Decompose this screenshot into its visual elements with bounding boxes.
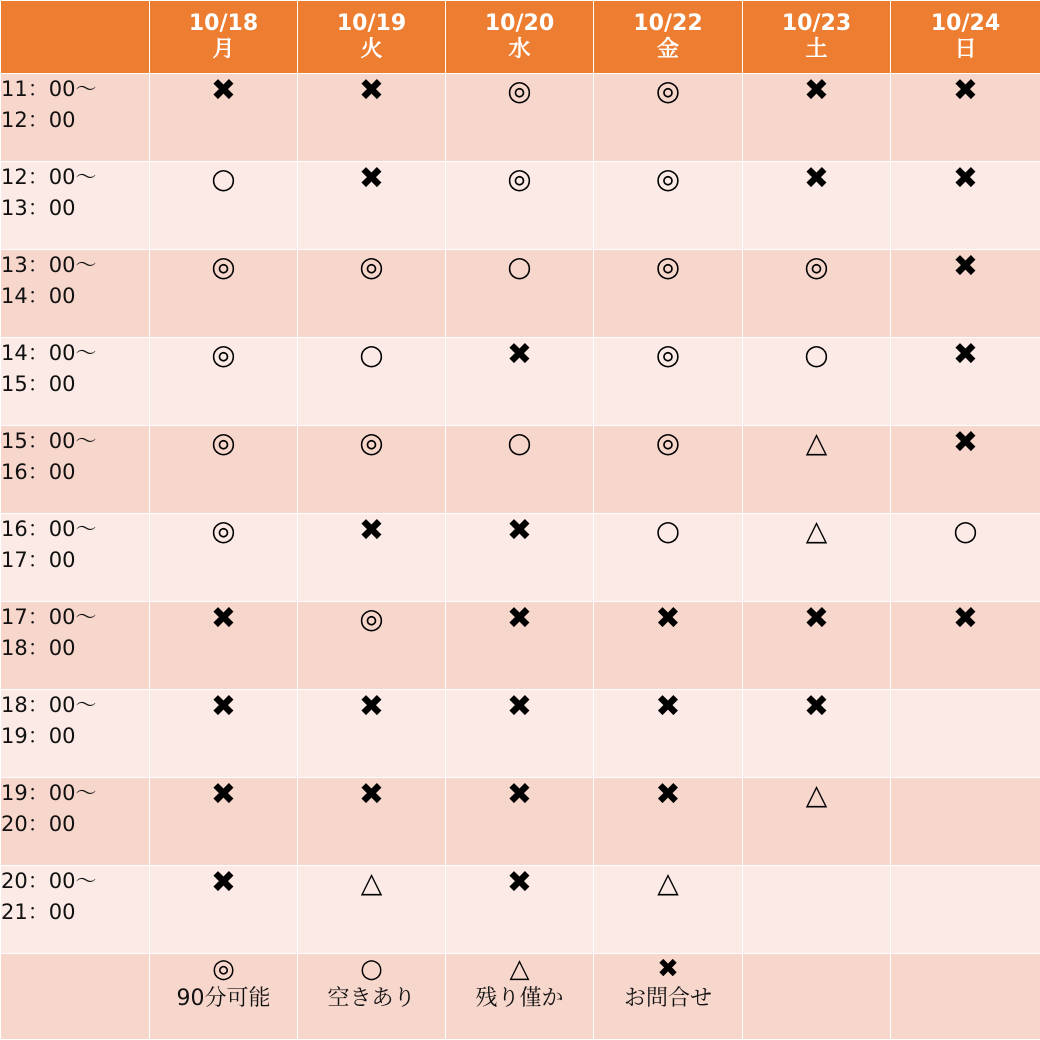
availability-cell [150, 162, 298, 250]
availability-cell [446, 514, 594, 602]
availability-cell [150, 690, 298, 778]
availability-cell [150, 866, 298, 954]
availability-mark: ○ [953, 514, 978, 547]
day-date: 10/24 [930, 11, 1001, 36]
day-date: 10/23 [781, 11, 852, 36]
availability-cell [594, 778, 743, 866]
time-start: 15：00〜 [1, 429, 97, 453]
availability-mark: ✖ [952, 425, 979, 460]
availability-cell [150, 778, 298, 866]
time-start: 14：00〜 [1, 341, 97, 365]
time-slot [1, 162, 150, 250]
availability-cell [446, 690, 594, 778]
availability-cell [594, 690, 743, 778]
day-date: 10/22 [633, 11, 703, 36]
availability-cell [298, 338, 446, 426]
availability-cell [891, 426, 1040, 514]
time-slot [1, 250, 150, 338]
time-start: 17：00〜 [1, 605, 97, 629]
legend-item [446, 954, 594, 1040]
availability-cell [150, 338, 298, 426]
availability-cell [594, 426, 743, 514]
availability-mark: ✖ [358, 513, 385, 548]
availability-mark: ◎ [655, 250, 681, 283]
availability-cell [446, 162, 594, 250]
availability-cell [298, 690, 446, 778]
availability-mark: ✖ [952, 161, 979, 196]
availability-cell [891, 162, 1040, 250]
availability-cell [743, 338, 891, 426]
time-slot [1, 778, 150, 866]
availability-cell [594, 338, 743, 426]
availability-cell [298, 602, 446, 690]
time-slot [1, 866, 150, 954]
availability-mark: ✖ [655, 601, 681, 636]
time-slot [1, 690, 150, 778]
availability-mark: ✖ [358, 689, 385, 724]
availability-mark: ✖ [358, 161, 385, 196]
availability-cell [743, 162, 891, 250]
availability-mark: ○ [211, 162, 236, 195]
availability-mark: ✖ [210, 777, 237, 812]
legend-symbol: ○ [360, 954, 383, 984]
availability-cell [446, 866, 594, 954]
table-row [1, 162, 1040, 250]
availability-cell [150, 514, 298, 602]
availability-mark: ✖ [210, 689, 237, 724]
availability-cell [446, 250, 594, 338]
day-header [743, 1, 891, 74]
availability-mark: ✖ [506, 865, 533, 900]
availability-mark: ◎ [655, 162, 681, 195]
availability-mark: ✖ [655, 689, 681, 724]
availability-cell [298, 74, 446, 162]
time-start: 19：00〜 [1, 781, 97, 805]
availability-cell [298, 778, 446, 866]
availability-mark: ○ [804, 338, 829, 371]
availability-mark: ✖ [952, 73, 979, 108]
day-header [150, 1, 298, 74]
availability-mark: ○ [507, 426, 532, 459]
time-start: 16：00〜 [1, 517, 97, 541]
availability-cell [594, 162, 743, 250]
time-end: 19：00 [1, 724, 76, 748]
availability-cell [150, 426, 298, 514]
table-row [1, 426, 1040, 514]
availability-mark: ◎ [211, 426, 236, 459]
availability-mark: ✖ [358, 73, 385, 108]
availability-cell [446, 778, 594, 866]
legend-item [891, 954, 1040, 1040]
availability-cell [298, 426, 446, 514]
availability-cell [150, 602, 298, 690]
availability-mark: ✖ [506, 777, 533, 812]
legend-symbol: ◎ [212, 954, 235, 984]
day-weekday: 日 [954, 37, 977, 62]
availability-cell [743, 426, 891, 514]
corner-cell [1, 1, 150, 74]
legend-label: 空きあり [327, 986, 416, 1011]
day-weekday: 火 [360, 37, 383, 62]
availability-cell [594, 250, 743, 338]
legend-label: 90分可能 [176, 986, 271, 1011]
availability-mark: ✖ [506, 601, 533, 636]
legend-corner [1, 954, 150, 1040]
table-row [1, 866, 1040, 954]
availability-mark: ✖ [952, 601, 979, 636]
availability-mark: ✖ [803, 689, 830, 724]
time-end: 21：00 [1, 900, 76, 924]
time-end: 16：00 [1, 460, 76, 484]
availability-mark: ◎ [211, 250, 236, 283]
availability-mark: ◎ [655, 426, 681, 459]
availability-mark: ○ [359, 338, 384, 371]
availability-mark: ✖ [803, 161, 830, 196]
time-slot [1, 514, 150, 602]
availability-mark: △ [657, 866, 679, 899]
availability-cell [594, 866, 743, 954]
day-header [446, 1, 594, 74]
time-end: 18：00 [1, 636, 76, 660]
table-row [1, 778, 1040, 866]
time-slot [1, 602, 150, 690]
availability-cell [891, 74, 1040, 162]
availability-mark: ◎ [359, 250, 384, 283]
availability-mark: ◎ [507, 74, 532, 107]
availability-cell [298, 514, 446, 602]
availability-mark: ✖ [506, 689, 533, 724]
legend-item [150, 954, 298, 1040]
legend-row [1, 954, 1040, 1040]
day-date: 10/19 [336, 11, 407, 36]
availability-cell [891, 690, 1040, 778]
availability-cell [891, 250, 1040, 338]
availability-mark: △ [805, 426, 828, 459]
availability-cell [743, 250, 891, 338]
availability-mark: △ [360, 866, 383, 899]
availability-mark: ◎ [211, 338, 236, 371]
availability-mark: △ [805, 778, 828, 811]
availability-cell [594, 602, 743, 690]
day-header [891, 1, 1040, 74]
legend-item [298, 954, 446, 1040]
time-start: 13：00〜 [1, 253, 97, 277]
availability-cell [743, 74, 891, 162]
availability-cell [446, 426, 594, 514]
table-row [1, 602, 1040, 690]
legend-label: お問合せ [623, 986, 712, 1011]
availability-mark: ✖ [952, 337, 979, 372]
header-row [1, 1, 1040, 74]
availability-cell [743, 514, 891, 602]
availability-mark: ○ [507, 250, 532, 283]
availability-cell [891, 338, 1040, 426]
legend-symbol: ✖ [657, 954, 679, 984]
availability-mark: ◎ [655, 74, 681, 107]
time-end: 13：00 [1, 196, 76, 220]
availability-mark: ✖ [803, 73, 830, 108]
day-weekday: 水 [508, 37, 531, 62]
availability-mark: ◎ [359, 602, 384, 635]
time-start: 20：00〜 [1, 869, 97, 893]
availability-mark: ✖ [655, 777, 681, 812]
availability-mark: ◎ [655, 338, 681, 371]
day-header [594, 1, 743, 74]
time-start: 11：00〜 [1, 77, 97, 101]
availability-cell [150, 250, 298, 338]
availability-mark: ◎ [359, 426, 384, 459]
time-end: 14：00 [1, 284, 76, 308]
availability-cell [298, 866, 446, 954]
time-slot [1, 74, 150, 162]
availability-mark: ○ [655, 514, 681, 547]
time-start: 18：00〜 [1, 693, 97, 717]
availability-cell [891, 778, 1040, 866]
availability-cell [743, 778, 891, 866]
availability-mark: △ [805, 514, 828, 547]
time-slot [1, 426, 150, 514]
availability-cell [594, 514, 743, 602]
availability-mark: ◎ [211, 514, 236, 547]
day-header [298, 1, 446, 74]
availability-mark: ✖ [506, 513, 533, 548]
availability-cell [743, 866, 891, 954]
availability-mark: ✖ [952, 249, 979, 284]
time-start: 12：00〜 [1, 165, 97, 189]
legend-item [594, 954, 743, 1040]
time-slot [1, 338, 150, 426]
availability-cell [891, 866, 1040, 954]
availability-mark: ✖ [210, 73, 237, 108]
availability-cell [891, 602, 1040, 690]
time-end: 15：00 [1, 372, 76, 396]
day-weekday: 土 [805, 37, 828, 62]
availability-cell [891, 514, 1040, 602]
availability-cell [446, 338, 594, 426]
availability-cell [150, 74, 298, 162]
availability-mark: ✖ [210, 865, 237, 900]
day-weekday: 金 [656, 37, 679, 62]
time-end: 17：00 [1, 548, 76, 572]
availability-mark: ✖ [358, 777, 385, 812]
availability-mark: ✖ [506, 337, 533, 372]
legend-symbol: △ [509, 954, 530, 984]
day-date: 10/18 [188, 11, 259, 36]
time-end: 20：00 [1, 812, 76, 836]
availability-cell [743, 690, 891, 778]
availability-cell [594, 74, 743, 162]
table-row [1, 514, 1040, 602]
legend-label: 残り僅か [475, 986, 564, 1011]
availability-mark: ◎ [507, 162, 532, 195]
availability-mark: ✖ [210, 601, 237, 636]
availability-mark: ✖ [803, 601, 830, 636]
day-weekday: 月 [212, 37, 235, 62]
availability-mark: ◎ [804, 250, 829, 283]
table-row [1, 690, 1040, 778]
availability-cell [298, 162, 446, 250]
availability-cell [446, 74, 594, 162]
table-row [1, 338, 1040, 426]
availability-cell [298, 250, 446, 338]
day-date: 10/20 [484, 11, 555, 36]
availability-cell [743, 602, 891, 690]
legend-item [743, 954, 891, 1040]
availability-cell [446, 602, 594, 690]
table-row [1, 250, 1040, 338]
table-row [1, 74, 1040, 162]
time-end: 12：00 [1, 108, 76, 132]
